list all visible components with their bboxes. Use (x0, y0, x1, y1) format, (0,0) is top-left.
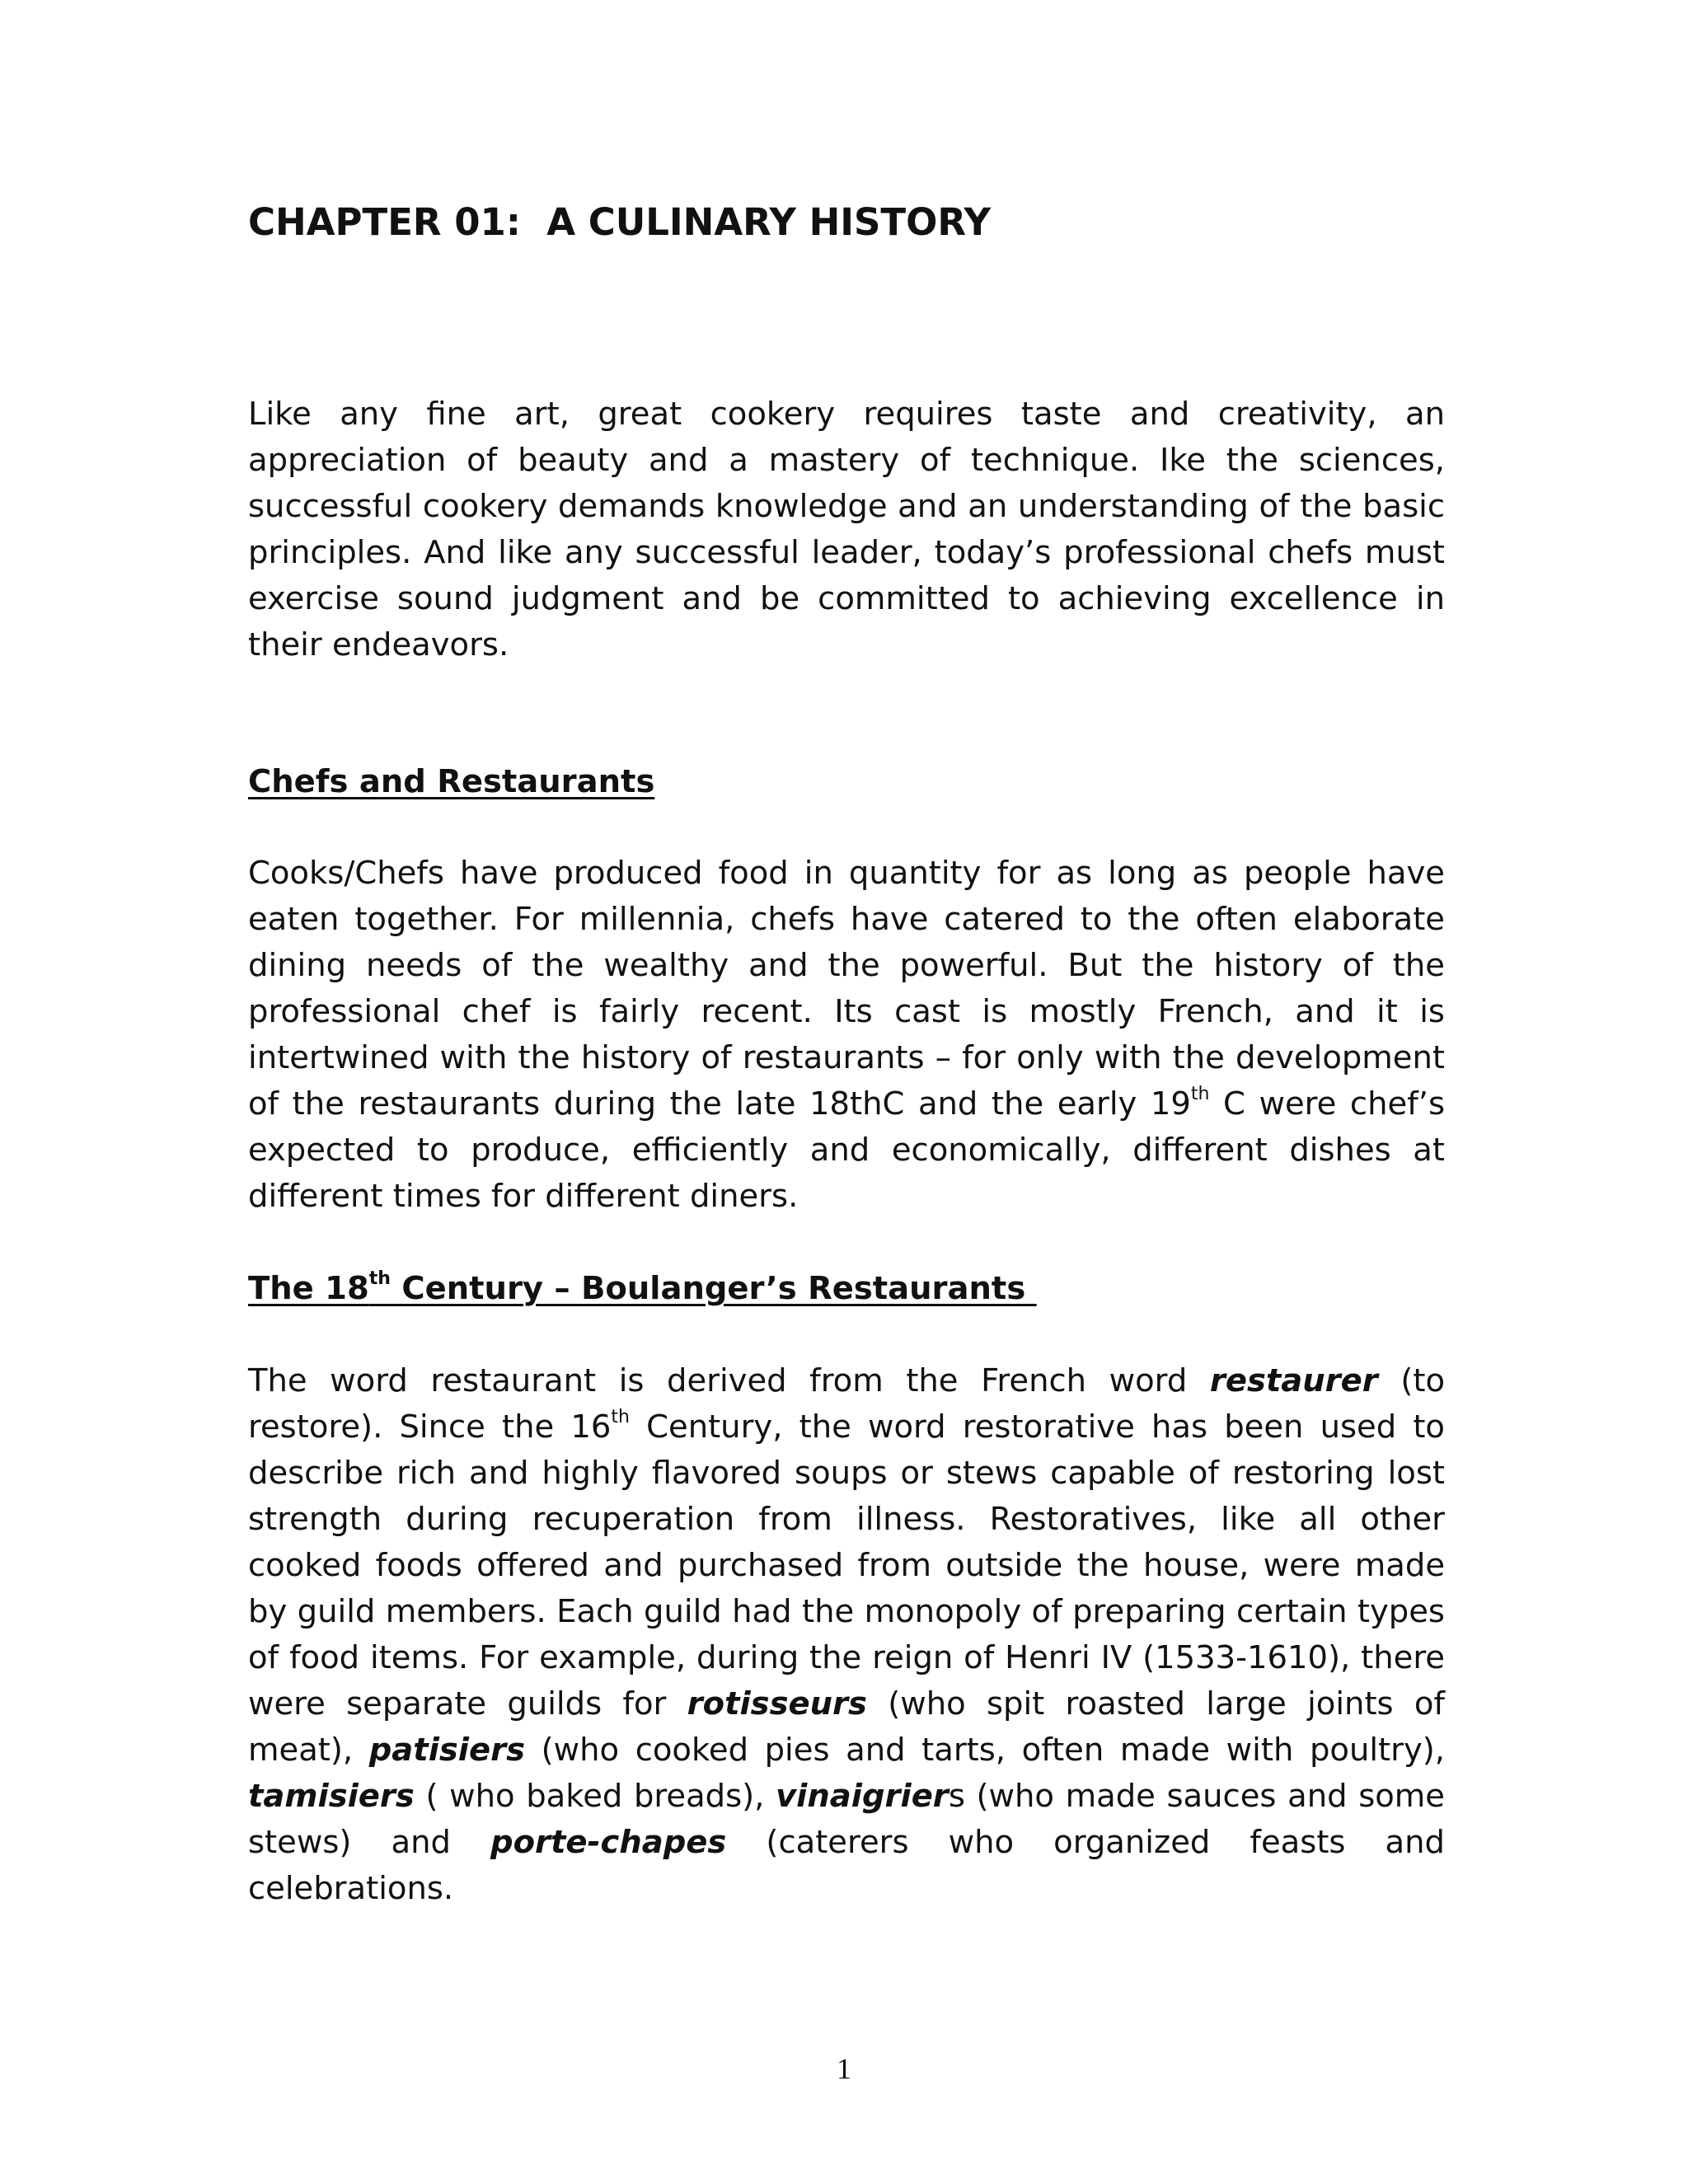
term-restaurer: restaurer (1209, 1362, 1378, 1399)
para-text: Century, the word restorative has been used to describe rich and highly flavored soups or stews capable of restoring lost strength during recuperation from illness. Restoratives, like all other cooked foods offered and purchased from outside the house, were made by guild members. Each guild had the monopoly of preparing certain types of food items. For example, during the reign of Henri IV (1533-1610), there were separate guilds for (248, 1408, 1445, 1722)
page-number: 1 (837, 2052, 851, 2085)
intro-paragraph: Like any fine art, great cookery requires taste and creativity, an appreciation of beauty and a mastery of technique. Ike the sciences, successful cookery demands knowledge and an understanding of the basic principles. And like any successful leader, today’s professional chefs must exercise sound judgment and be committed to achieving excellence in their endeavors. (248, 396, 1445, 663)
term-tamisiers: tamisiers (248, 1778, 415, 1815)
para-text: (to restore). Since the 16 (248, 1362, 1445, 1446)
section-heading-chefs-and-restaurants: Chefs and Restaurants (248, 763, 655, 800)
heading-superscript-th: th (368, 1268, 391, 1290)
heading-18th-text: The 18 (248, 1270, 369, 1307)
para-text: (who spit roasted large joints of meat), (248, 1685, 1445, 1769)
chefs-paragraph-text-cont: C were chef’s expected to produce, efficiently and economically, different dishes at different times for different diners. (248, 1085, 1446, 1215)
section-heading-18th-century (248, 1266, 1445, 1312)
superscript-th: th (1190, 1084, 1210, 1105)
para-text: ( who baked breads), (414, 1778, 776, 1815)
term-rotisseurs: rotisseurs (687, 1685, 867, 1722)
page-content (248, 198, 1445, 1912)
term-porte-chapes: porte-chapes (490, 1824, 727, 1861)
para-text: The word restaurant is derived from the French word (248, 1362, 1210, 1399)
para-text: (caterers who organized feasts and celebrations. (248, 1824, 1445, 1907)
term-vinaigriers: vinaigrier (776, 1778, 949, 1815)
para-text: s (who made sauces and some stews) and (248, 1778, 1445, 1861)
term-patisiers: patisiers (368, 1732, 526, 1769)
chefs-paragraph (248, 851, 1445, 1220)
superscript-th: th (611, 1407, 630, 1428)
heading-18th-text-cont: Century – Boulanger’s Restaurants (390, 1270, 1037, 1307)
restaurant-origin-paragraph (248, 1358, 1445, 1912)
para-text: (who cooked pies and tarts, often made with poultry), (525, 1732, 1446, 1769)
chapter-title: CHAPTER 01: A CULINARY HISTORY (248, 200, 992, 244)
chefs-paragraph-text: Cooks/Chefs have produced food in quantity for as long as people have eaten together. For millennia, chefs have catered to the often elaborate dining needs of the wealthy and the powerful. But the history of the professional chef is fairly recent. Its cast is mostly French, and it is intertwined with the history of restaurants – for only with the development of the restaurants during the late 18thC and the early 19 (248, 855, 1445, 1122)
